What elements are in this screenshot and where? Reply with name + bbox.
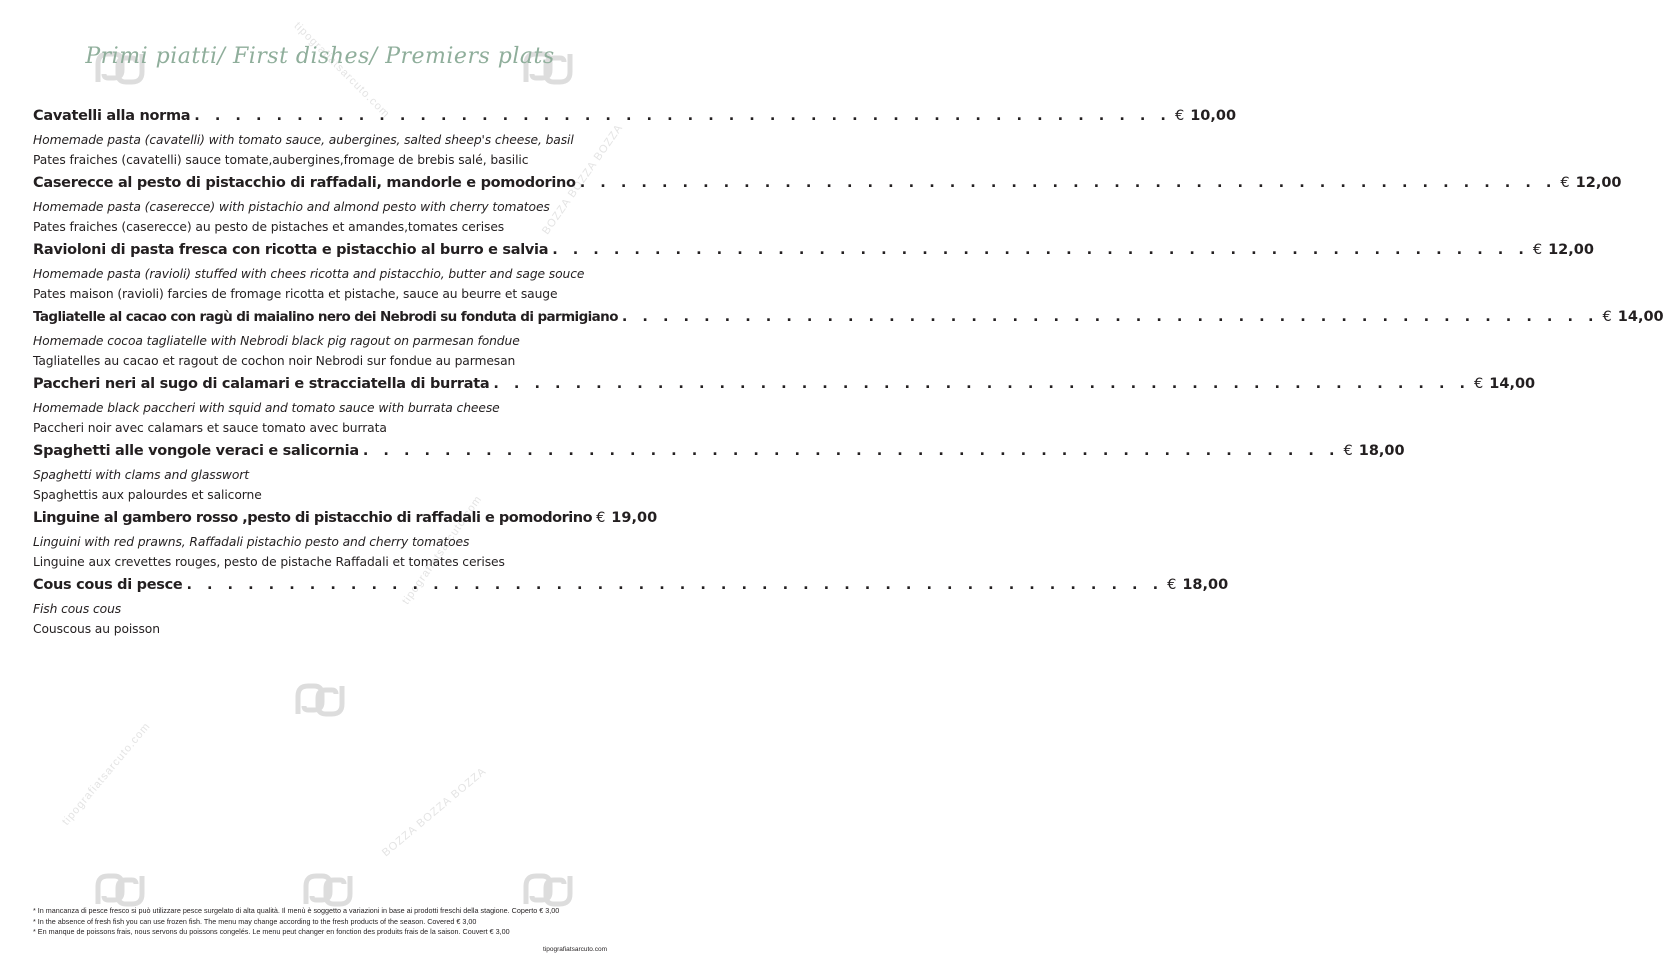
watermark-logo-icon — [292, 680, 348, 720]
dish-price: € 12,00 — [1532, 242, 1594, 258]
dish-price: € 14,00 — [1474, 376, 1536, 392]
dish-name: Caserecce al pesto di pistacchio di raffadali, mandorle e pomodorino — [33, 175, 576, 191]
footnote-fr: * En manque de poissons frais, nous servons du poissons congelés. Le menu peut changer en fonction des produits frais de la saison. Couvert € 3,00 — [33, 927, 510, 936]
menu-list — [33, 108, 1664, 644]
dish-name: Cavatelli alla norma — [33, 108, 191, 124]
footnotes — [33, 906, 608, 938]
dish-price: € 18,00 — [1167, 577, 1229, 593]
watermark-site-text: tipografiatsarcuto.com — [400, 493, 485, 607]
watermark-logo-icon — [300, 870, 356, 910]
dot-leader: . . . . . . . . . . . . . . . . . . . . . . . . . . . . . . . . . . . . . . . . . . . . . . . . — [552, 242, 1529, 258]
dish-name: Ravioloni di pasta fresca con ricotta e pistacchio al burro e salvia — [33, 242, 549, 258]
dish-name: Cous cous di pesce — [33, 577, 183, 593]
menu-item — [33, 242, 1594, 304]
menu-item — [33, 108, 1237, 170]
menu-item — [33, 577, 1229, 639]
dish-price: € 18,00 — [1343, 443, 1405, 459]
dish-description-en: Homemade cocoa tagliatelle with Nebrodi black pig ragout on parmesan fondue — [33, 334, 520, 348]
watermark-logo-icon — [520, 870, 576, 910]
dot-leader: . . . . . . . . . . . . . . . . . . . . . . . . . . . . . . . . . . . . . . . . . . . . . . . . — [194, 108, 1171, 124]
dish-description-fr: Linguine aux crevettes rouges, pesto de pistache Raffadali et tomates cerises — [33, 555, 505, 569]
menu-item — [33, 376, 1536, 438]
dish-price: € 10,00 — [1174, 108, 1237, 124]
dish-name: Spaghetti alle vongole veraci e salicornia — [33, 443, 359, 459]
menu-item — [33, 510, 658, 572]
dish-price: € 12,00 — [1560, 175, 1622, 191]
watermark-site-text: tipografiatsarcuto.com — [291, 20, 393, 121]
menu-item — [33, 309, 1664, 371]
dish-description-en: Spaghetti with clams and glasswort — [33, 468, 249, 482]
dish-description-en: Homemade pasta (ravioli) stuffed with chees ricotta and pistacchio, butter and sage souce — [33, 267, 585, 281]
dish-description-fr: Pates fraiches (caserecce) au pesto de pistaches et amandes,tomates cerises — [33, 220, 505, 234]
printer-credit: tipografiatsarcuto.com — [543, 946, 607, 953]
dot-leader: . . . . . . . . . . . . . . . . . . . . . . . . . . . . . . . . . . . . . . . . . . . . . . . . — [621, 309, 1599, 325]
dish-price: € 19,00 — [596, 510, 658, 526]
dish-name: Paccheri neri al sugo di calamari e stracciatella di burrata — [33, 376, 490, 392]
dish-description-en: Fish cous cous — [33, 602, 122, 616]
watermark-stamp-text: BOZZA BOZZA BOZZA — [540, 121, 626, 237]
menu-item — [33, 443, 1405, 505]
dish-description-fr: Paccheri noir avec calamars et sauce tomato avec burrata — [33, 421, 387, 435]
watermark-logo-icon — [92, 870, 148, 910]
dot-leader: . . . . . . . . . . . . . . . . . . . . . . . . . . . . . . . . . . . . . . . . . . . . . . . . — [362, 443, 1340, 459]
section-heading: Primi piatti/ First dishes/ Premiers plats — [85, 44, 555, 69]
dish-name: Linguine al gambero rosso ,pesto di pistacchio di raffadali e pomodorino — [33, 510, 593, 526]
footnote-it: * In mancanza di pesce fresco si può utilizzare pesce surgelato di alta qualità. Il menù è soggetto a variazioni in base ai prodotti freschi della stagione. Coperto € 3,00 — [33, 906, 560, 915]
dot-leader: . . . . . . . . . . . . . . . . . . . . . . . . . . . . . . . . . . . . . . . . . . . . . . . . — [493, 376, 1471, 392]
footnote-en: * In the absence of fresh fish you can use frozen fish. The menu may change according to the fresh products of the season. Covered € 3,00 — [33, 916, 477, 926]
dish-description-fr: Pates fraiches (cavatelli) sauce tomate,aubergines,fromage de brebis salé, basilic — [33, 153, 529, 167]
dish-description-en: Homemade black paccheri with squid and tomato sauce with burrata cheese — [33, 401, 500, 415]
dish-price: € 14,00 — [1602, 309, 1664, 325]
dot-leader: . . . . . . . . . . . . . . . . . . . . . . . . . . . . . . . . . . . . . . . . . . . . . . . . — [579, 175, 1557, 191]
dish-description-en: Linguini with red prawns, Raffadali pistachio pesto and cherry tomatoes — [33, 535, 470, 549]
dish-description-fr: Spaghettis aux palourdes et salicorne — [33, 488, 262, 502]
dish-description-en: Homemade pasta (cavatelli) with tomato sauce, aubergines, salted sheep's cheese, basil — [33, 133, 574, 147]
watermark-stamp-text: BOZZA BOZZA BOZZA — [380, 765, 489, 860]
watermark-site-text: tipografiatsarcuto.com — [60, 720, 153, 828]
dot-leader: . . . . . . . . . . . . . . . . . . . . . . . . . . . . . . . . . . . . . . . . . . . . . . . . — [186, 577, 1164, 593]
dish-description-en: Homemade pasta (caserecce) with pistachio and almond pesto with cherry tomatoes — [33, 200, 550, 214]
dish-description-fr: Pates maison (ravioli) farcies de fromage ricotta et pistache, sauce au beurre et sauge — [33, 287, 558, 301]
dish-name: Tagliatelle al cacao con ragù di maialino nero dei Nebrodi su fonduta di parmigiano — [33, 309, 618, 325]
dish-description-fr: Tagliatelles au cacao et ragout de cochon noir Nebrodi sur fondue au parmesan — [33, 354, 516, 368]
dish-description-fr: Couscous au poisson — [33, 622, 160, 636]
